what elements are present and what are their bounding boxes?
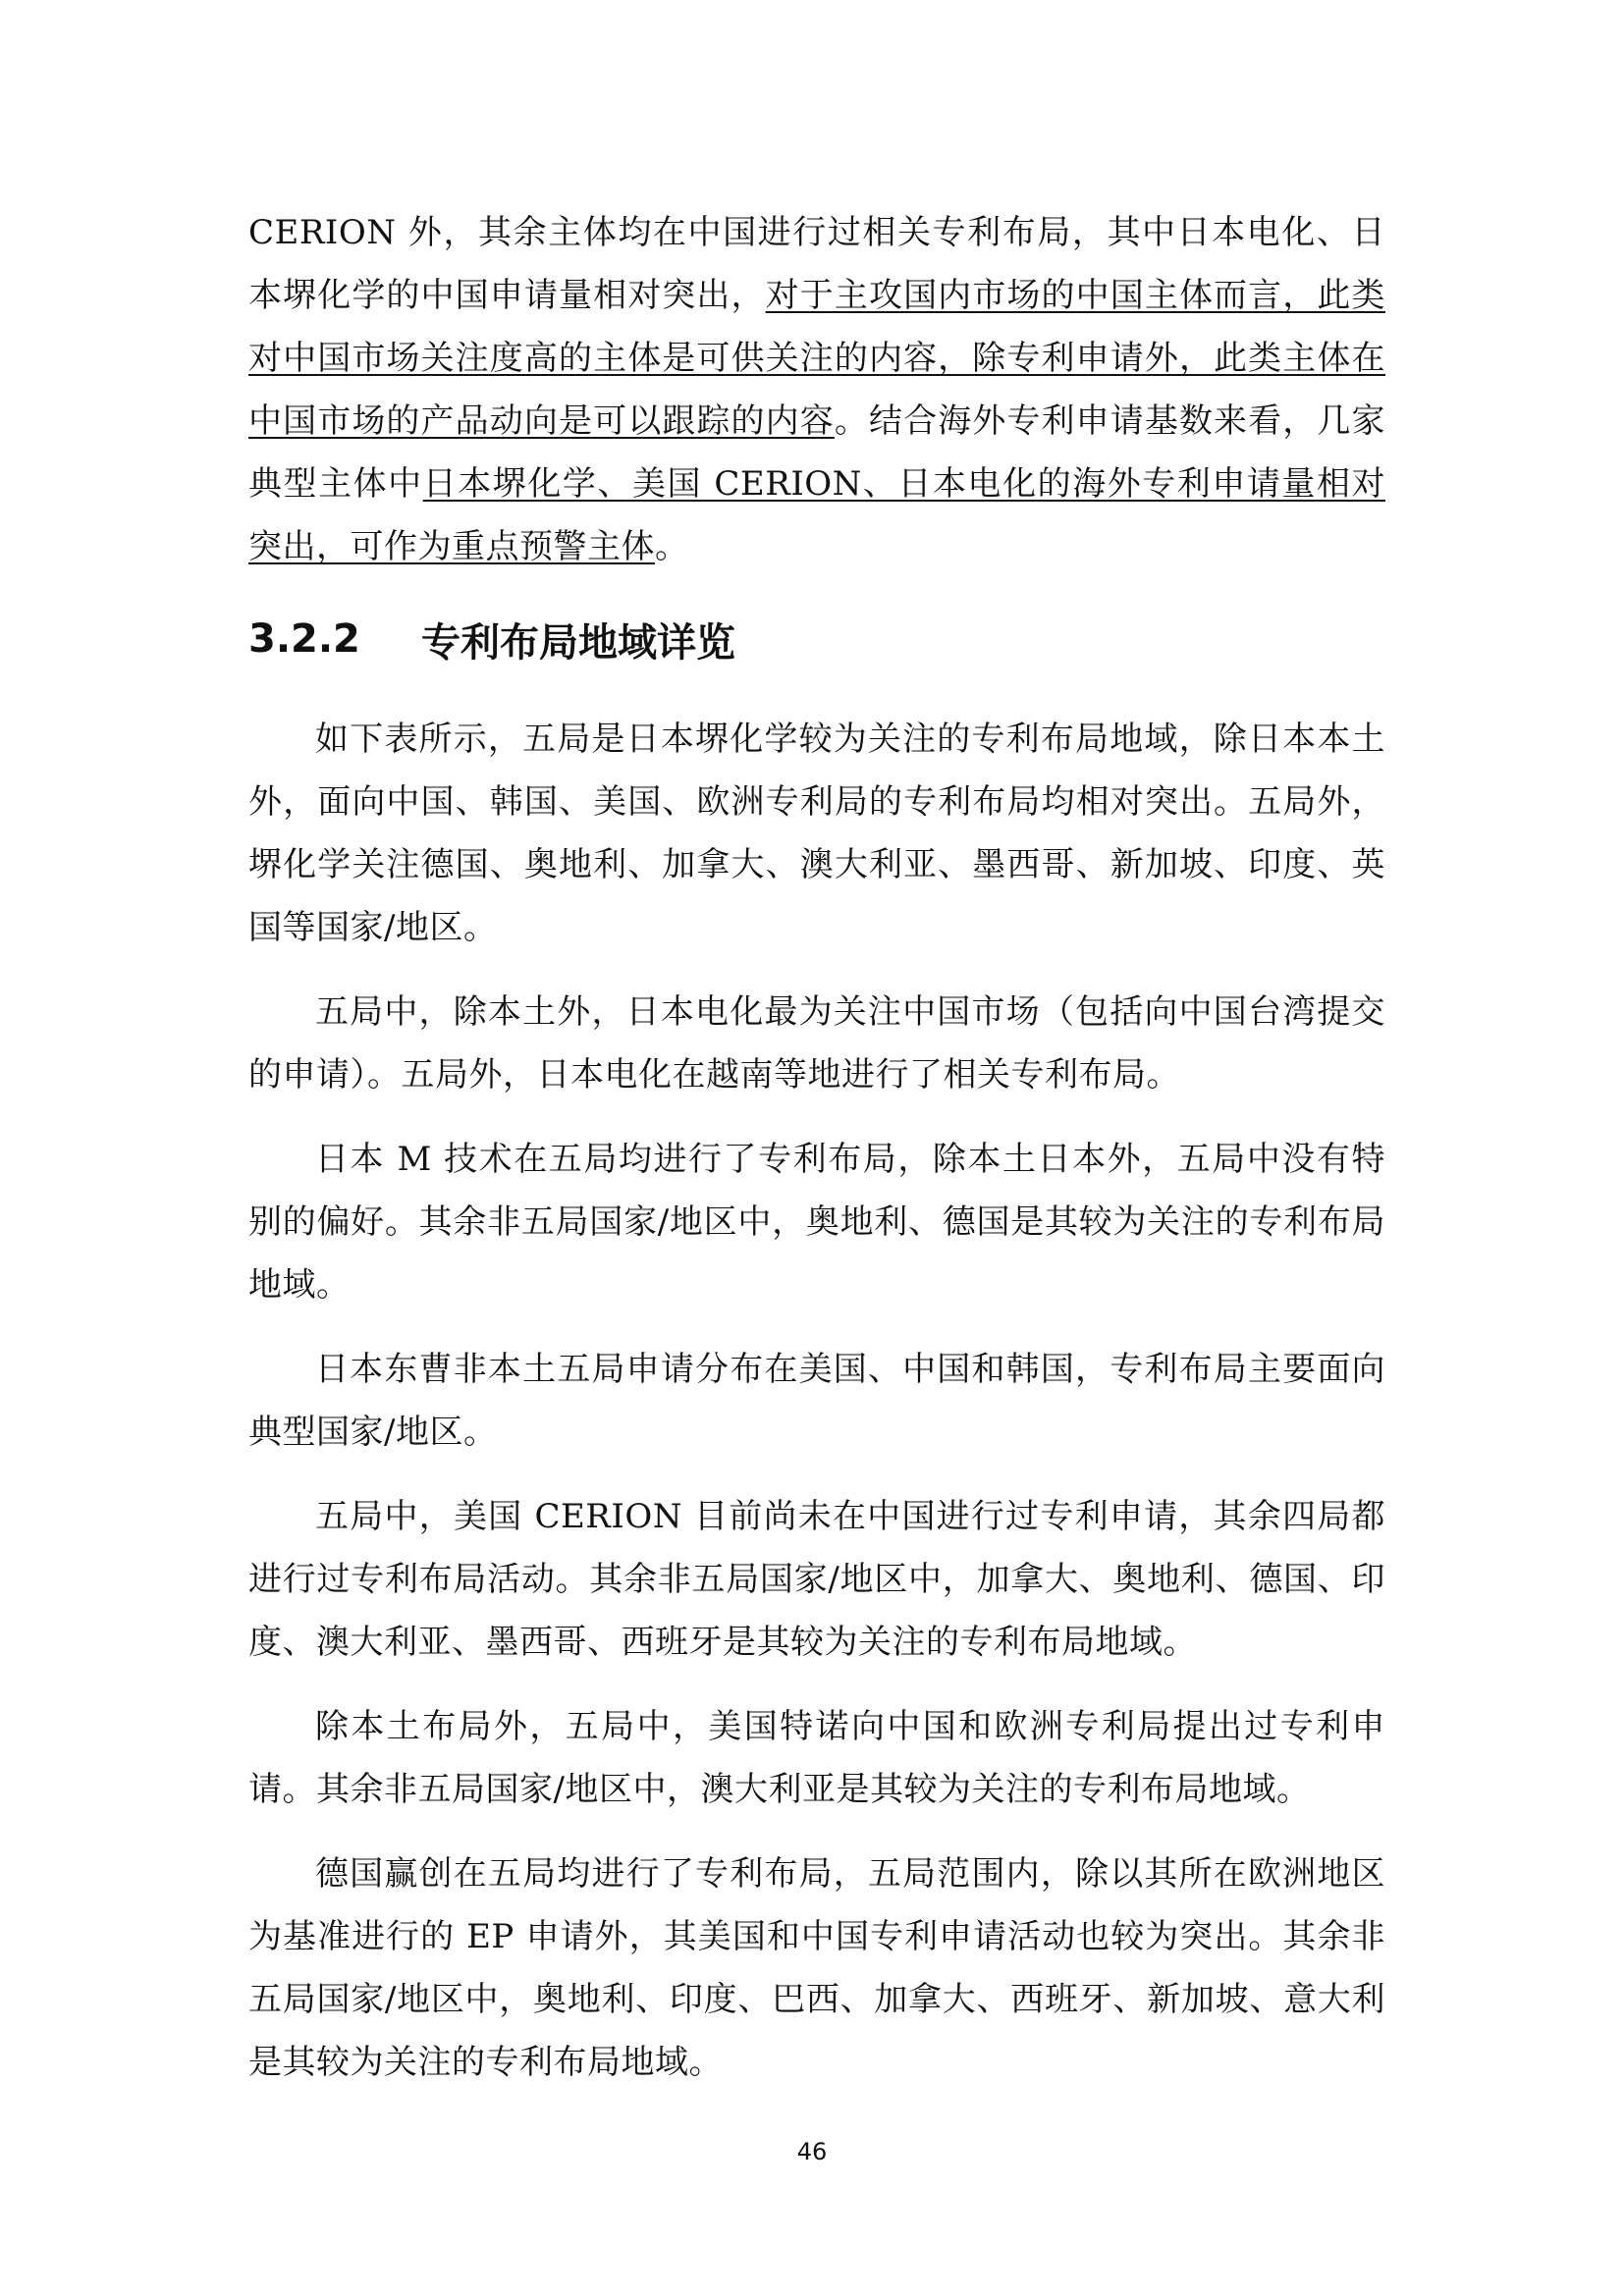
continuation-text: 。结合海外专利申请基数来看，几家典型主体中: [248, 401, 1385, 504]
continuation-text: CERION 外，其余主体均在中国进行过相关专利布局，其中日本电化、日本堺化学的中国申请量相对突出，: [248, 213, 1385, 315]
section-heading: [248, 600, 1385, 678]
underlined-emphasis: 日本堺化学、美国 CERION、日本电化的海外专利申请量相对突出，可作为重点预警主体: [248, 464, 1386, 566]
paragraph-m-technique: 日本 M 技术在五局均进行了专利布局，除本土日本外，五局中没有特别的偏好。其余非五局国家/地区中，奥地利、德国是其较为关注的专利布局地域。: [248, 1140, 1385, 1305]
paragraph-evonik: 德国赢创在五局均进行了专利布局，五局范围内，除以其所在欧洲地区为基准进行的 EP 申请外，其美国和中国专利申请活动也较为突出。其余非五局国家/地区中，奥地利、印度、巴西、加拿大、西班牙、新加坡、意大利是其较为关注的专利布局地域。: [248, 1854, 1385, 2082]
paragraph-cerion: 五局中，美国 CERION 目前尚未在中国进行过专利申请，其余四局都进行过专利布局活动。其余非五局国家/地区中，加拿大、奥地利、德国、印度、澳大利亚、墨西哥、西班牙是其较为关注的专利布局地域。: [248, 1497, 1385, 1662]
continuation-text: 。: [655, 527, 689, 566]
document-body: [248, 201, 1385, 2094]
section-number: 3.2.2: [248, 616, 360, 662]
paragraph-sakai: 如下表所示，五局是日本堺化学较为关注的专利布局地域，除日本本土外，面向中国、韩国、美国、欧洲专利局的专利布局均相对突出。五局外，堺化学关注德国、奥地利、加拿大、澳大利亚、墨西哥、新加坡、印度、英国等国家/地区。: [248, 720, 1385, 947]
underlined-emphasis: 对于主攻国内市场的中国主体而言，此类对中国市场关注度高的主体是可供关注的内容，除专利申请外，此类主体在中国市场的产品动向是可以跟踪的内容: [248, 276, 1385, 441]
paragraph-tosoh: 日本东曹非本土五局申请分布在美国、中国和韩国，专利布局主要面向典型国家/地区。: [248, 1350, 1385, 1452]
paragraph-denka: 五局中，除本土外，日本电化最为关注中国市场（包括向中国台湾提交的申请）。五局外，日本电化在越南等地进行了相关专利布局。: [248, 992, 1385, 1095]
section-title: 专利布局地域详览: [421, 619, 735, 666]
paragraph-tronox: 除本土布局外，五局中，美国特诺向中国和欧洲专利局提出过专利申请。其余非五局国家/地区中，澳大利亚是其较为关注的专利布局地域。: [248, 1707, 1385, 1809]
continuation-paragraph: [248, 201, 1385, 578]
page-number: 46: [796, 2138, 828, 2165]
